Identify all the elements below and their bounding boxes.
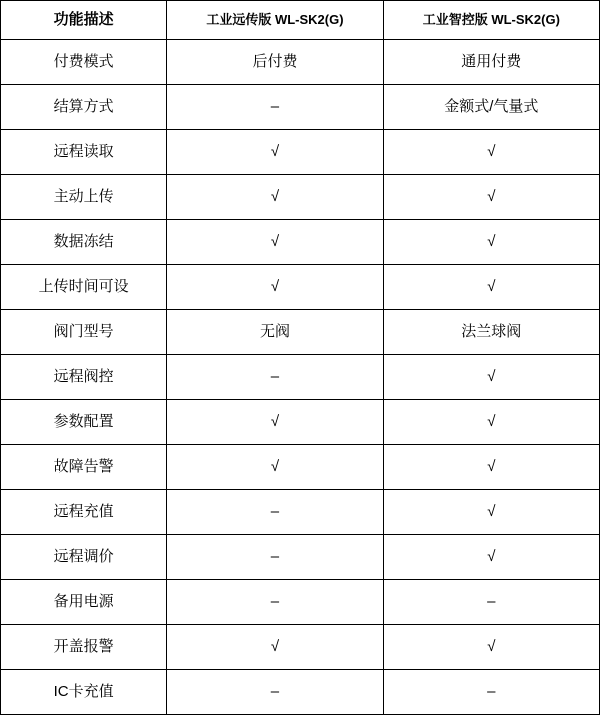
cell-model-1: √ [167,130,383,175]
table-row [1,580,600,625]
cell-model-1: – [167,85,383,130]
table-row [1,535,600,580]
cell-feature: IC卡充值 [1,670,167,715]
cell-feature: 上传时间可设 [1,265,167,310]
cell-model-1: 无阀 [167,310,383,355]
table-row [1,85,600,130]
cell-feature: 结算方式 [1,85,167,130]
cell-model-2: √ [383,355,599,400]
cell-feature: 付费模式 [1,40,167,85]
table-header-row [1,1,600,40]
cell-feature: 阀门型号 [1,310,167,355]
cell-model-2: √ [383,535,599,580]
cell-model-1: √ [167,220,383,265]
cell-feature: 远程调价 [1,535,167,580]
cell-model-1: 后付费 [167,40,383,85]
cell-model-1: – [167,490,383,535]
table-row [1,40,600,85]
table-body [1,40,600,715]
cell-model-1: – [167,670,383,715]
cell-model-2: √ [383,175,599,220]
table-row [1,625,600,670]
cell-model-2: 金额式/气量式 [383,85,599,130]
cell-model-1: √ [167,175,383,220]
cell-model-2: √ [383,130,599,175]
cell-model-1: – [167,580,383,625]
cell-model-1: – [167,355,383,400]
table-row [1,265,600,310]
table-row [1,445,600,490]
table-row [1,310,600,355]
column-header-feature: 功能描述 [1,1,167,40]
cell-feature: 参数配置 [1,400,167,445]
cell-model-1: √ [167,625,383,670]
table-row [1,490,600,535]
cell-model-1: √ [167,445,383,490]
table-row [1,175,600,220]
cell-feature: 数据冻结 [1,220,167,265]
table-header [1,1,600,40]
cell-model-2: √ [383,625,599,670]
cell-model-2: √ [383,445,599,490]
cell-model-1: √ [167,400,383,445]
cell-model-1: – [167,535,383,580]
cell-model-2: 通用付费 [383,40,599,85]
cell-feature: 远程读取 [1,130,167,175]
column-header-model-1: 工业远传版 WL-SK2(G) [167,1,383,40]
cell-feature: 远程阀控 [1,355,167,400]
cell-feature: 远程充值 [1,490,167,535]
table-row [1,355,600,400]
cell-model-2: 法兰球阀 [383,310,599,355]
column-header-model-2: 工业智控版 WL-SK2(G) [383,1,599,40]
cell-model-2: √ [383,220,599,265]
cell-model-2: √ [383,490,599,535]
table-row [1,670,600,715]
cell-model-2: √ [383,265,599,310]
cell-feature: 故障告警 [1,445,167,490]
cell-model-1: √ [167,265,383,310]
table-row [1,400,600,445]
cell-feature: 开盖报警 [1,625,167,670]
cell-model-2: – [383,670,599,715]
cell-model-2: √ [383,400,599,445]
table-row [1,130,600,175]
cell-feature: 备用电源 [1,580,167,625]
cell-feature: 主动上传 [1,175,167,220]
cell-model-2: – [383,580,599,625]
table-row [1,220,600,265]
